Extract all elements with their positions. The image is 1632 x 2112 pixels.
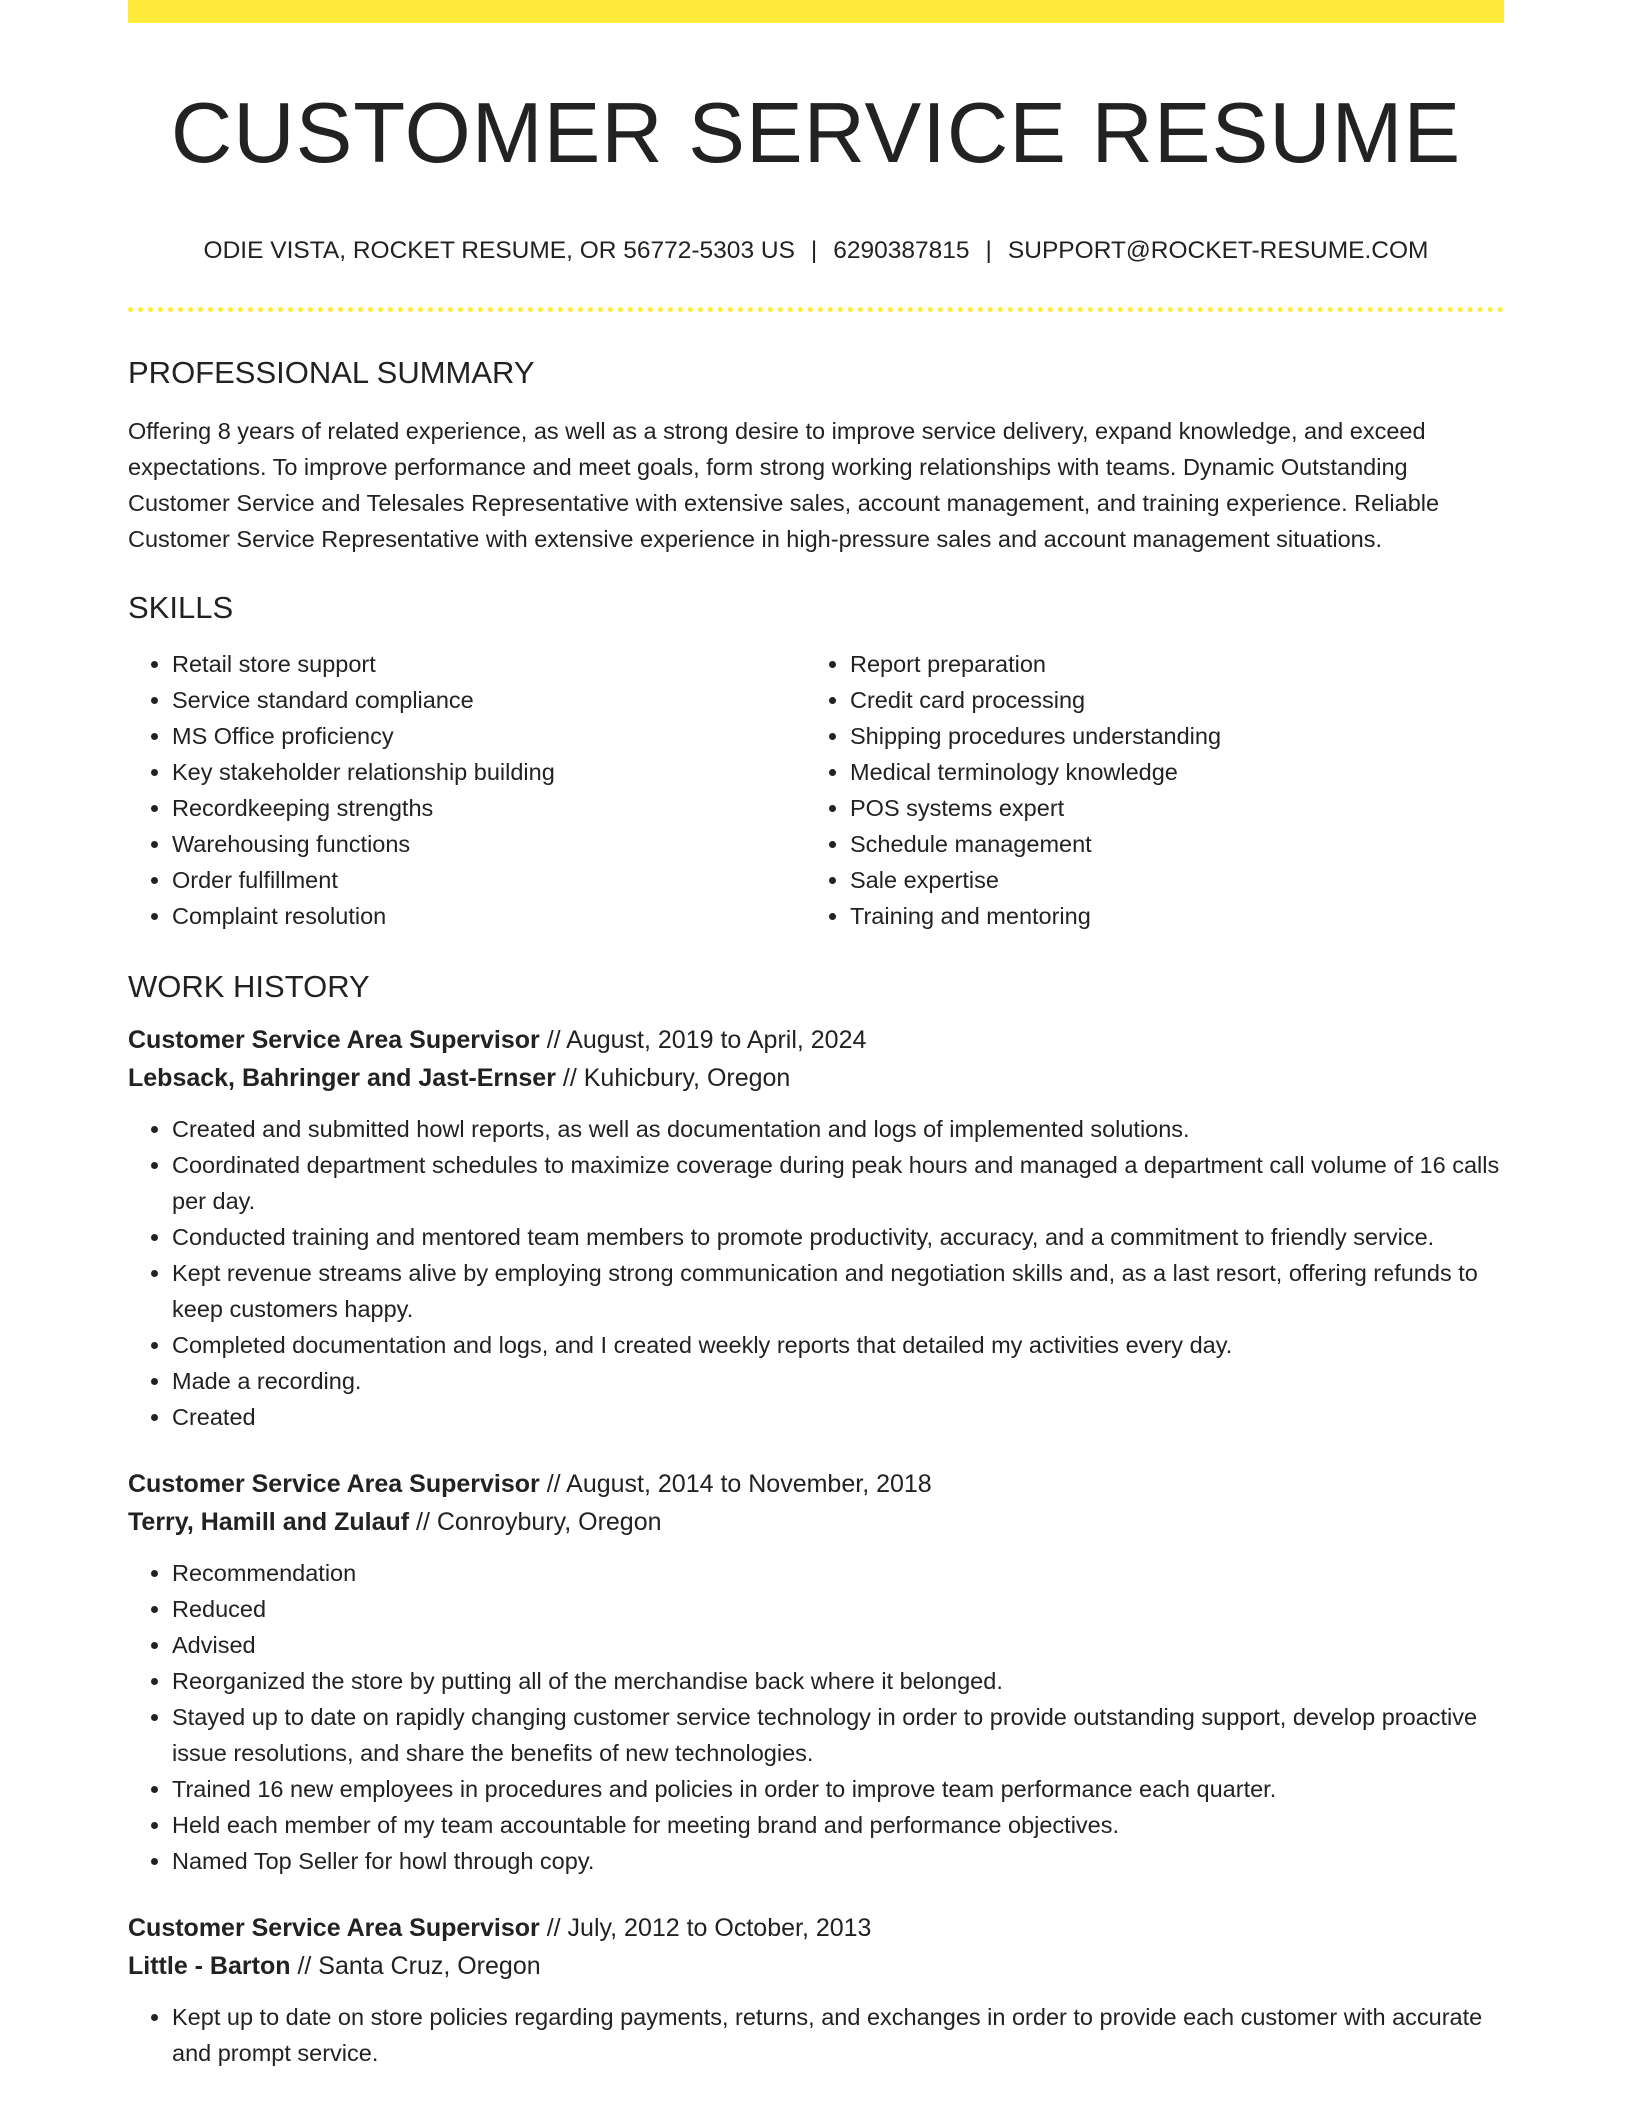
- job-dates: // August, 2014 to November, 2018: [539, 1470, 932, 1499]
- summary-text: Offering 8 years of related experience, as well as a strong desire to improve service delivery, expand knowledge, and exceed expectations. To improve performance and meet goals, form strong working relationships with teams. Dynamic Outstanding Customer Service and Telesales Representative with extensive sales, account management, and training experience. Reliable Customer Service Representative with extensive experience in high-pressure sales and account management situations.: [128, 418, 1440, 553]
- skill-item: • Retail store support: [172, 646, 806, 682]
- skills-heading: SKILLS: [128, 590, 234, 626]
- job-title: Customer Service Area Supervisor: [128, 1026, 540, 1055]
- contact-separator: |: [810, 237, 818, 264]
- job-bullet: • Conducted training and mentored team members to promote productivity, accuracy, and a commitment to friendly service.: [172, 1219, 1504, 1255]
- job-bullets: [128, 1111, 1504, 1435]
- job-bullet: • Reduced: [172, 1591, 1504, 1627]
- job-bullet: • Named Top Seller for howl through copy.: [172, 1843, 1504, 1879]
- contact-address: ODIE VISTA, ROCKET RESUME, OR 56772-5303 US: [203, 237, 795, 264]
- job-dates: // August, 2019 to April, 2024: [539, 1026, 867, 1055]
- skill-item: • Credit card processing: [850, 682, 1504, 718]
- job-bullet: • Created and submitted howl reports, as well as documentation and logs of implemented solutions.: [172, 1111, 1504, 1147]
- job-bullet: • Made a recording.: [172, 1363, 1504, 1399]
- work-history-list: [128, 1021, 1504, 2071]
- job-title: Customer Service Area Supervisor: [128, 1470, 540, 1499]
- job-bullet: • Stayed up to date on rapidly changing customer service technology in order to provide outstanding support, develop proactive issue resolutions, and share the benefits of new technologies.: [172, 1699, 1504, 1771]
- skill-item: • Key stakeholder relationship building: [172, 754, 806, 790]
- job-location: // Conroybury, Oregon: [409, 1508, 662, 1537]
- contact-phone: 6290387815: [833, 237, 970, 264]
- top-accent-bar: [128, 0, 1504, 23]
- skills-list-right: [806, 646, 1504, 934]
- job-title-line: [128, 1465, 1504, 1503]
- job-entry: [128, 1465, 1504, 1879]
- skill-item: • Medical terminology knowledge: [850, 754, 1504, 790]
- job-bullet: • Held each member of my team accountable for meeting brand and performance objectives.: [172, 1807, 1504, 1843]
- job-title-line: [128, 1021, 1504, 1059]
- job-bullet: • Coordinated department schedules to maximize coverage during peak hours and managed a department call volume of 16 calls per day.: [172, 1147, 1504, 1219]
- skills-list-left: [128, 646, 806, 934]
- job-bullet: • Completed documentation and logs, and I created weekly reports that detailed my activities every day.: [172, 1327, 1504, 1363]
- job-bullet: • Kept up to date on store policies regarding payments, returns, and exchanges in order to provide each customer with accurate and prompt service.: [172, 1999, 1504, 2071]
- skill-item: • Complaint resolution: [172, 898, 806, 934]
- job-bullet: • Kept revenue streams alive by employing strong communication and negotiation skills and, as a last resort, offering refunds to keep customers happy.: [172, 1255, 1504, 1327]
- job-dates: // July, 2012 to October, 2013: [539, 1914, 872, 1943]
- job-bullet: • Advised: [172, 1627, 1504, 1663]
- skill-item: • POS systems expert: [850, 790, 1504, 826]
- summary-heading: PROFESSIONAL SUMMARY: [128, 354, 535, 390]
- contact-email: SUPPORT@ROCKET-RESUME.COM: [1007, 237, 1429, 264]
- contact-line: [128, 235, 1504, 267]
- job-company: Little - Barton: [128, 1952, 291, 1981]
- job-bullets: [128, 1555, 1504, 1879]
- job-location: // Santa Cruz, Oregon: [290, 1952, 541, 1981]
- job-company: Terry, Hamill and Zulauf: [128, 1508, 410, 1537]
- skill-item: • Training and mentoring: [850, 898, 1504, 934]
- job-bullet: • Created: [172, 1399, 1504, 1435]
- skill-item: • Warehousing functions: [172, 826, 806, 862]
- skill-item: • Recordkeeping strengths: [172, 790, 806, 826]
- resume-page: [128, 0, 1504, 2071]
- work-history-heading: WORK HISTORY: [128, 969, 370, 1005]
- job-entry: [128, 1021, 1504, 1435]
- job-company-line: [128, 1947, 1504, 1985]
- skill-item: • Service standard compliance: [172, 682, 806, 718]
- skills-columns: [128, 646, 1504, 934]
- job-company-line: [128, 1059, 1504, 1097]
- job-entry: [128, 1909, 1504, 2071]
- skill-item: • Order fulfillment: [172, 862, 806, 898]
- job-bullets: [128, 1999, 1504, 2071]
- job-bullet: • Reorganized the store by putting all of the merchandise back where it belonged.: [172, 1663, 1504, 1699]
- dotted-divider: [128, 307, 1504, 312]
- job-bullet: • Recommendation: [172, 1555, 1504, 1591]
- job-title: Customer Service Area Supervisor: [128, 1914, 540, 1943]
- job-title-line: [128, 1909, 1504, 1947]
- job-bullet: • Trained 16 new employees in procedures and policies in order to improve team performance each quarter.: [172, 1771, 1504, 1807]
- job-location: // Kuhicbury, Oregon: [555, 1064, 791, 1093]
- resume-title: CUSTOMER SERVICE RESUME: [170, 86, 1462, 181]
- skill-item: • MS Office proficiency: [172, 718, 806, 754]
- skill-item: • Schedule management: [850, 826, 1504, 862]
- job-company-line: [128, 1503, 1504, 1541]
- job-company: Lebsack, Bahringer and Jast-Ernser: [128, 1064, 556, 1093]
- skill-item: • Sale expertise: [850, 862, 1504, 898]
- skill-item: • Report preparation: [850, 646, 1504, 682]
- contact-separator: |: [985, 237, 992, 264]
- skill-item: • Shipping procedures understanding: [850, 718, 1504, 754]
